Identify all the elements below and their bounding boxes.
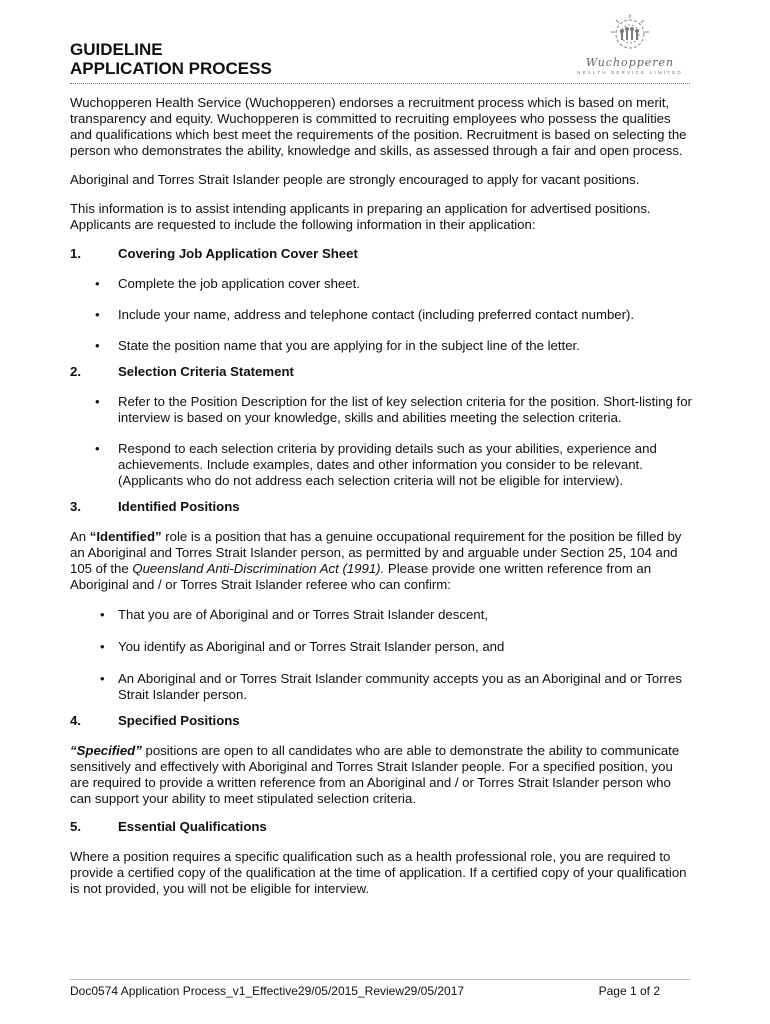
intro-paragraph-2: Aboriginal and Torres Strait Islander people are strongly encouraged to apply for vacant positions. — [70, 172, 640, 187]
list-item: • An Aboriginal and or Torres Strait Islander community accepts you as an Aboriginal and or Torres Strait Islander person. — [70, 671, 692, 703]
section-5-number: 5. — [70, 819, 81, 834]
page-title — [70, 40, 272, 78]
footer-divider — [70, 979, 690, 980]
section-4-title: Specified Positions — [118, 713, 240, 728]
title-line-1: GUIDELINE — [70, 40, 163, 59]
section-3-heading — [70, 499, 692, 515]
section-3-list — [70, 607, 692, 703]
identified-term: “Identified” — [89, 529, 162, 544]
act-citation: Queensland Anti-Discrimination Act (1991). — [132, 561, 385, 576]
section-3-title: Identified Positions — [118, 499, 240, 514]
list-item: • Respond to each selection criteria by providing details such as your abilities, experience and achievements. Include examples, dates and other information you consider to be relevant. (Applicants who do not address each selection criteria will not be eligible for interview). — [70, 441, 692, 489]
section-4-heading — [70, 713, 692, 729]
section-3-para-mid: role is a position that has a genuine occupational requirement for the position be filled by an Aboriginal and Torres Strait Islander person, as permitted by and arguable under Section 25, 104 and 105 of the — [70, 529, 682, 576]
page-number: Page 1 of 2 — [598, 984, 660, 998]
document-footer — [70, 984, 660, 998]
list-item: • Include your name, address and telephone contact (including preferred contact number). — [70, 307, 692, 323]
title-line-2: APPLICATION PROCESS — [70, 59, 272, 78]
list-item: • Complete the job application cover sheet. — [70, 276, 692, 292]
section-1-heading — [70, 246, 692, 262]
section-2-list — [70, 394, 692, 489]
specified-term: “Specified” — [70, 743, 142, 758]
section-5-title: Essential Qualifications — [118, 819, 267, 834]
section-4-para-rest: positions are open to all candidates who are able to demonstrate the ability to communicate sensitively and effectively with Aboriginal and Torres Strait Islander people. For a specified position, you are required to provide a written reference from an Aboriginal and / or Torres Strait Islander person who can support your ability to meet stipulated selection criteria. — [70, 743, 680, 806]
section-2-number: 2. — [70, 364, 81, 379]
document-reference: Doc0574 Application Process_v1_Effective29/05/2015_Review29/05/2017 — [70, 984, 465, 998]
document-body — [70, 95, 692, 910]
section-1-title: Covering Job Application Cover Sheet — [118, 246, 358, 261]
logo-name: Wuchopperen — [585, 56, 675, 69]
section-3-number: 3. — [70, 499, 81, 514]
document-page — [70, 0, 700, 1024]
section-3-paragraph — [70, 529, 692, 593]
intro-paragraph-1: Wuchopperen Health Service (Wuchopperen) endorses a recruitment process which is based on merit, transparency and equity. Wuchopperen is committed to recruiting employees who possess the qualities and qualifications which best meet the requirements of the position. Recruitment is based on selecting the person who demonstrates the ability, knowledge and skills, as assessed through a fair and open process. — [70, 95, 687, 158]
intro-paragraph-3: This information is to assist intending applicants in preparing an application for advertised positions. Applicants are requested to include the following information in their application: — [70, 201, 651, 232]
logo-subtitle: HEALTH SERVICE LIMITED — [577, 70, 683, 75]
section-3-para-pre: An — [70, 529, 90, 544]
document-header — [70, 40, 700, 86]
header-divider — [70, 83, 690, 84]
section-1-list — [70, 276, 692, 354]
section-4-number: 4. — [70, 713, 81, 728]
section-3-para-post: Please provide one written reference from an Aboriginal and / or Torres Strait Islander referee who can confirm: — [70, 561, 652, 592]
section-5-paragraph: Where a position requires a specific qualification such as a health professional role, you are required to provide a certified copy of the qualification at the time of application. If a certified copy of your qualification is not provided, you will not be eligible for interview. — [70, 849, 687, 896]
section-4-paragraph — [70, 743, 692, 807]
section-5-heading — [70, 819, 692, 835]
list-item: • Refer to the Position Description for the list of key selection criteria for the position. Short-listing for interview is based on your knowledge, skills and abilities meeting the selection criteria. — [70, 394, 692, 426]
section-2-title: Selection Criteria Statement — [118, 364, 294, 379]
list-item: • You identify as Aboriginal and or Torres Strait Islander person, and — [70, 639, 692, 655]
section-2-heading — [70, 364, 692, 380]
list-item: • State the position name that you are applying for in the subject line of the letter. — [70, 338, 692, 354]
section-1-number: 1. — [70, 246, 81, 261]
list-item: • That you are of Aboriginal and or Torres Strait Islander descent, — [70, 607, 692, 623]
